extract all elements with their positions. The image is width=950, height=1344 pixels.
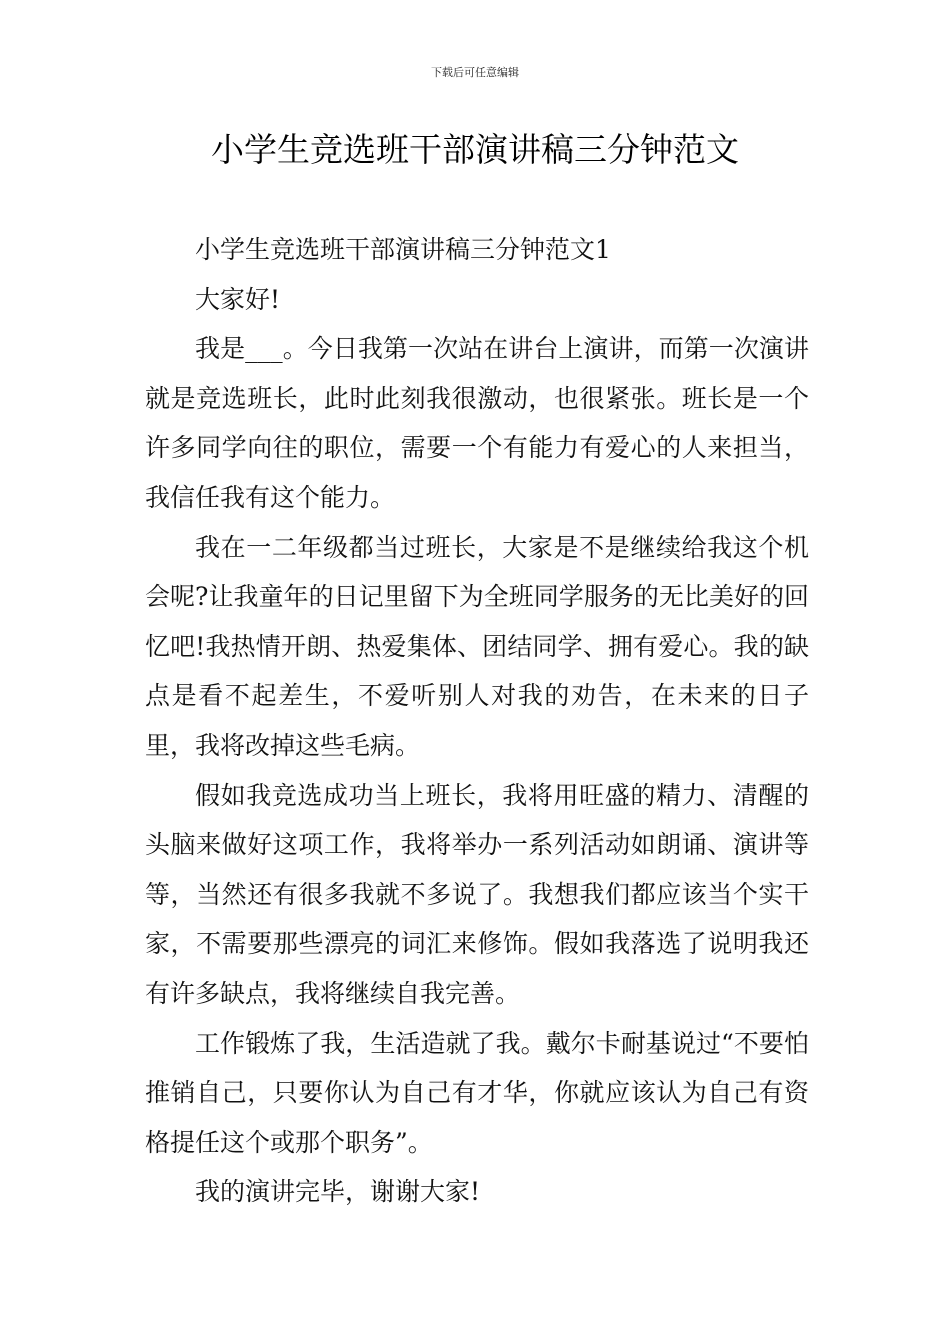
paragraph: 我在一二年级都当过班长，大家是不是继续给我这个机会呢?让我童年的日记里留下为全班同学服务的无比美好的回忆吧!我热情开朗、热爱集体、团结同学、拥有爱心。我的缺点是看不起差生，不爱听别人对我的劝告，在未来的日子里，我将改掉这些毛病。 — [145, 532, 809, 760]
paragraph-closing: 我的演讲完毕，谢谢大家! — [195, 1177, 481, 1207]
paragraph: 假如我竞选成功当上班长，我将用旺盛的精力、清醒的头脑来做好这项工作，我将举办一系列活动如朗诵、演讲等等，当然还有很多我就不多说了。我想我们都应该当个实干家，不需要那些漂亮的词汇来修饰。假如我落选了说明我还有许多缺点，我将继续自我完善。 — [145, 780, 809, 1008]
section-heading: 小学生竞选班干部演讲稿三分钟范文1 — [195, 235, 611, 264]
paragraph: 工作锻炼了我，生活造就了我。戴尔卡耐基说过“不要怕推销自己，只要你认为自己有才华，你就应该认为自己有资格提任这个或那个职务”。 — [145, 1028, 809, 1157]
document-title: 小学生竞选班干部演讲稿三分钟范文 — [211, 130, 739, 169]
header-note: 下载后可任意编辑 — [431, 66, 519, 79]
paragraph: 我是___。今日我第一次站在讲台上演讲，而第一次演讲就是竞选班长，此时此刻我很激动，也很紧张。班长是一个许多同学向往的职位，需要一个有能力有爱心的人来担当，我信任我有这个能力。 — [145, 334, 809, 512]
document-body — [145, 225, 809, 1217]
paragraph-greeting: 大家好! — [195, 284, 281, 314]
